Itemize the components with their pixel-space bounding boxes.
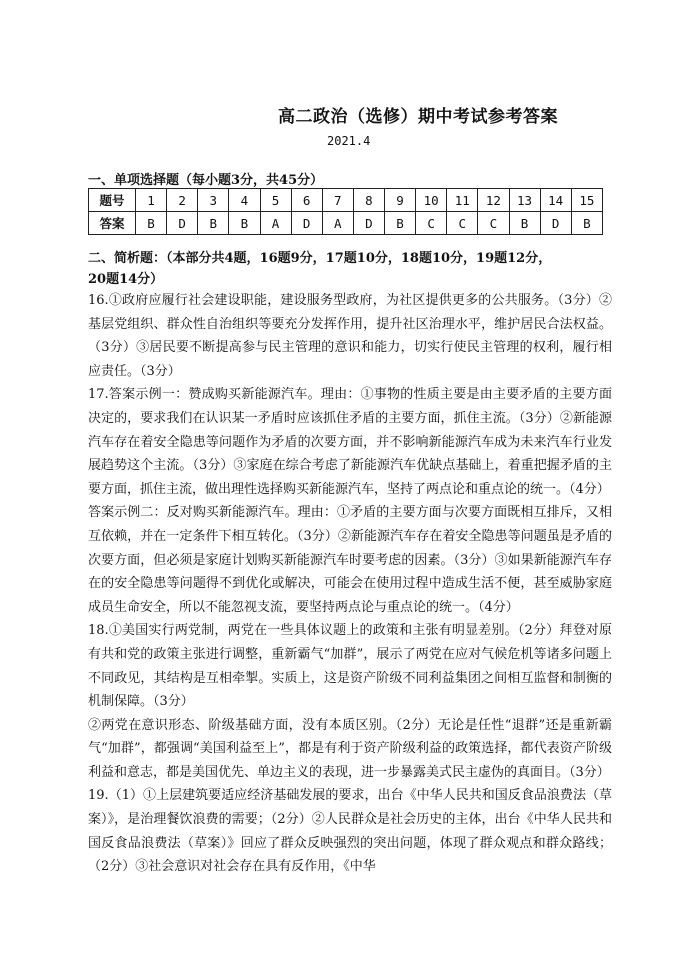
answer-cell: B [229,212,260,235]
question-number: 13 [509,189,540,212]
page-title: 高二政治（选修）期中考试参考答案 [278,107,558,127]
question-number: 2 [167,189,198,212]
question-number: 12 [478,189,509,212]
answer-paragraph-19: 19.（1）①上层建筑要适应经济基础发展的要求，出台《中华人民共和国反食品浪费法（草案）》，是治理餐饮浪费的需要；（2分）②人民群众是社会历史的主体，出台《中华人民共和国反食品浪费法（草案）》回应了群众反映强烈的突出问题，体现了群众观点和群众路线；（2分）③社会意识对社会存在具有反作用，《中华 [88,788,612,875]
question-number: 7 [322,189,353,212]
exam-date: 2021.4 [327,134,371,148]
answer-cell: C [447,212,478,235]
answer-body [88,289,612,879]
question-row-label: 题号 [89,189,136,212]
answer-cell: C [416,212,447,235]
question-number: 9 [385,189,416,212]
answer-table-answer-row [89,212,603,235]
question-number: 3 [198,189,229,212]
answer-row-label: 答案 [89,212,136,235]
answer-cell: D [167,212,198,235]
question-number: 15 [571,189,602,212]
answer-paragraph-18-part-1: 18.①美国实行两党制，两党在一些具体议题上的政策和主张有明显差别。（2分）拜登对原有共和党的政策主张进行调整，重新霸气“加群”，展示了两党在应对气候危机等诸多问题上不同政见，其结构是互相牵掣。实质上，这是资产阶级不同利益集团之间相互监督和制衡的机制保障。（3分） [88,623,612,710]
answer-paragraph-17-example-2: 答案示例二：反对购买新能源汽车。理由：①矛盾的主要方面与次要方面既相互排斥，又相互依赖，并在一定条件下相互转化。（3分）②新能源汽车存在着安全隐患等问题虽是矛盾的次要方面，但必须是家庭计划购买新能源汽车时要考虑的因素。（3分）③如果新能源汽车存在的安全隐患等问题得不到优化或解决，可能会在使用过程中造成生活不便，甚至威胁家庭成员生命安全，所以不能忽视支流，要坚持两点论与重点论的统一。（4分） [88,505,612,615]
question-number: 14 [540,189,571,212]
answer-paragraph-17-example-1: 17.答案示例一：赞成购买新能源汽车。理由：①事物的性质主要是由主要矛盾的主要方面决定的，要求我们在认识某一矛盾时应该抓住矛盾的主要方面，抓住主流。（3分）②新能源汽车存在着安全隐患等问题作为矛盾的次要方面，并不影响新能源汽车成为未来汽车行业发展趋势这个主流。（3分）③家庭在综合考虑了新能源汽车优缺点基础上，着重把握矛盾的主要方面，抓住主流，做出理性选择购买新能源汽车，坚持了两点论和重点论的统一。（4分） [88,387,612,497]
answer-cell: D [353,212,384,235]
answer-paragraph-18-part-2: ②两党在意识形态、阶级基础方面，没有本质区别。（2分）无论是任性“退群”还是重新霸气“加群”，都强调“美国利益至上”，都是有利于资产阶级利益的政策选择，都代表资产阶级利益和意志，都是美国优先、单边主义的表现，进一步暴露美式民主虚伪的真面目。（3分） [88,717,612,780]
question-number: 5 [260,189,291,212]
section-1-heading: 一、单项选择题（每小题3分，共45分） [88,173,324,188]
answer-cell: B [509,212,540,235]
answer-cell: B [571,212,602,235]
answer-cell: B [385,212,416,235]
question-number: 6 [291,189,322,212]
answer-cell: B [198,212,229,235]
question-number: 4 [229,189,260,212]
answer-cell: A [322,212,353,235]
answer-table [88,188,603,235]
section-2-heading-line2: 20题14分） [88,272,164,287]
question-number: 1 [136,189,167,212]
answer-cell: B [136,212,167,235]
answer-cell: D [291,212,322,235]
answer-paragraph-16: 16.①政府应履行社会建设职能，建设服务型政府，为社区提供更多的公共服务。（3分）②基层党组织、群众性自治组织等要充分发挥作用，提升社区治理水平，维护居民合法权益。（3分）③居民要不断提高参与民主管理的意识和能力，切实行使民主管理的权利，履行相应责任。（3分） [88,293,612,379]
question-number: 8 [353,189,384,212]
section-2-heading-line1: 二、简析题：（本部分共4题，16题9分，17题10分，18题10分，19题12分， [88,251,552,266]
answer-cell: C [478,212,509,235]
question-number: 11 [447,189,478,212]
answer-cell: D [540,212,571,235]
answer-table-question-row [89,189,603,212]
answer-cell: A [260,212,291,235]
question-number: 10 [416,189,447,212]
